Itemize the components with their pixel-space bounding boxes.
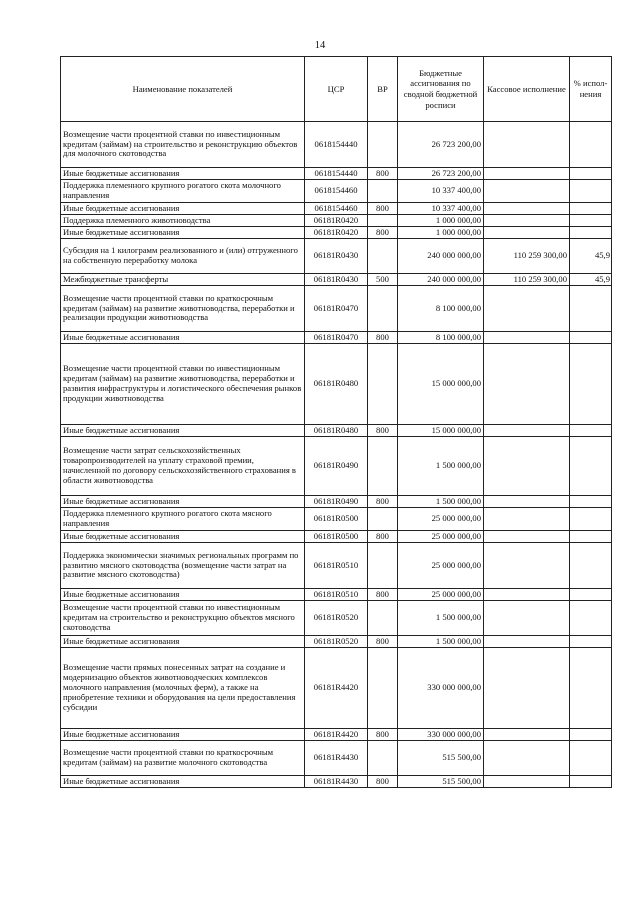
cell-vr: 800 bbox=[368, 425, 398, 437]
cell-execution bbox=[484, 286, 570, 332]
cell-percent: 45,9 bbox=[570, 274, 612, 286]
cell-csr: 0618154460 bbox=[305, 180, 368, 203]
cell-name: Возмещение части процентной ставки по инвестиционным кредитам (займам) на развитие животноводства, переработки и развития инфраструктуры и логистического обеспечения рынков продукции животноводства bbox=[61, 344, 305, 425]
cell-budget: 515 500,00 bbox=[398, 741, 484, 776]
cell-vr bbox=[368, 239, 398, 274]
cell-name: Иные бюджетные ассигнования bbox=[61, 729, 305, 741]
cell-percent bbox=[570, 425, 612, 437]
cell-csr: 06181R0490 bbox=[305, 496, 368, 508]
cell-percent bbox=[570, 741, 612, 776]
cell-execution bbox=[484, 227, 570, 239]
cell-name: Субсидия на 1 килограмм реализованного и (или) отгруженного на собственную переработку молока bbox=[61, 239, 305, 274]
cell-name: Межбюджетные трансферты bbox=[61, 274, 305, 286]
cell-execution: 110 259 300,00 bbox=[484, 239, 570, 274]
cell-csr: 06181R0500 bbox=[305, 531, 368, 543]
cell-csr: 0618154460 bbox=[305, 203, 368, 215]
cell-csr: 06181R0420 bbox=[305, 227, 368, 239]
table-row bbox=[61, 122, 612, 168]
cell-execution bbox=[484, 496, 570, 508]
cell-budget: 10 337 400,00 bbox=[398, 180, 484, 203]
table-body bbox=[61, 122, 612, 788]
cell-percent bbox=[570, 180, 612, 203]
cell-execution: 110 259 300,00 bbox=[484, 274, 570, 286]
cell-percent bbox=[570, 496, 612, 508]
cell-vr: 800 bbox=[368, 496, 398, 508]
cell-vr bbox=[368, 437, 398, 496]
cell-budget: 1 000 000,00 bbox=[398, 215, 484, 227]
cell-name: Поддержка племенного животноводства bbox=[61, 215, 305, 227]
cell-csr: 06181R0480 bbox=[305, 344, 368, 425]
cell-csr: 06181R4420 bbox=[305, 648, 368, 729]
cell-execution bbox=[484, 543, 570, 589]
cell-execution bbox=[484, 344, 570, 425]
header-percent: % испол-нения bbox=[570, 57, 612, 122]
cell-csr: 06181R0520 bbox=[305, 601, 368, 636]
header-csr: ЦСР bbox=[305, 57, 368, 122]
cell-budget: 15 000 000,00 bbox=[398, 344, 484, 425]
cell-vr bbox=[368, 648, 398, 729]
cell-name: Поддержка экономически значимых региональных программ по развитию мясного скотоводства (возмещение части затрат на развитие мясного скотоводства) bbox=[61, 543, 305, 589]
table-row bbox=[61, 437, 612, 496]
cell-vr bbox=[368, 508, 398, 531]
cell-percent bbox=[570, 168, 612, 180]
cell-name: Иные бюджетные ассигнования bbox=[61, 589, 305, 601]
cell-percent bbox=[570, 729, 612, 741]
cell-csr: 0618154440 bbox=[305, 168, 368, 180]
cell-budget: 25 000 000,00 bbox=[398, 589, 484, 601]
cell-execution bbox=[484, 741, 570, 776]
table-row bbox=[61, 227, 612, 239]
cell-vr: 800 bbox=[368, 776, 398, 788]
cell-csr: 06181R0470 bbox=[305, 332, 368, 344]
cell-execution bbox=[484, 776, 570, 788]
cell-budget: 25 000 000,00 bbox=[398, 543, 484, 589]
cell-csr: 06181R0470 bbox=[305, 286, 368, 332]
cell-name: Иные бюджетные ассигнования bbox=[61, 776, 305, 788]
cell-execution bbox=[484, 589, 570, 601]
cell-name: Иные бюджетные ассигнования bbox=[61, 636, 305, 648]
cell-execution bbox=[484, 636, 570, 648]
cell-name: Иные бюджетные ассигнования bbox=[61, 531, 305, 543]
cell-csr: 06181R0490 bbox=[305, 437, 368, 496]
cell-budget: 1 500 000,00 bbox=[398, 496, 484, 508]
cell-budget: 10 337 400,00 bbox=[398, 203, 484, 215]
cell-vr bbox=[368, 215, 398, 227]
cell-execution bbox=[484, 508, 570, 531]
cell-percent bbox=[570, 332, 612, 344]
cell-name: Возмещение части процентной ставки по краткосрочным кредитам (займам) на развитие животноводства, переработки и реализации продукции животноводства bbox=[61, 286, 305, 332]
cell-csr: 06181R0520 bbox=[305, 636, 368, 648]
table-row bbox=[61, 286, 612, 332]
table-row bbox=[61, 180, 612, 203]
cell-budget: 330 000 000,00 bbox=[398, 729, 484, 741]
cell-budget: 1 500 000,00 bbox=[398, 636, 484, 648]
cell-execution bbox=[484, 531, 570, 543]
table-row bbox=[61, 589, 612, 601]
cell-vr: 800 bbox=[368, 531, 398, 543]
cell-percent bbox=[570, 344, 612, 425]
cell-vr: 800 bbox=[368, 332, 398, 344]
cell-csr: 06181R0510 bbox=[305, 543, 368, 589]
table-row bbox=[61, 531, 612, 543]
cell-budget: 515 500,00 bbox=[398, 776, 484, 788]
cell-percent bbox=[570, 508, 612, 531]
table-row bbox=[61, 636, 612, 648]
cell-vr bbox=[368, 122, 398, 168]
cell-percent bbox=[570, 636, 612, 648]
table-row bbox=[61, 729, 612, 741]
cell-csr: 06181R0430 bbox=[305, 239, 368, 274]
cell-csr: 06181R0420 bbox=[305, 215, 368, 227]
cell-name: Поддержка племенного крупного рогатого скота мясного направления bbox=[61, 508, 305, 531]
cell-budget: 8 100 000,00 bbox=[398, 286, 484, 332]
cell-name: Возмещение части затрат сельскохозяйственных товаропроизводителей на уплату страховой премии, начисленной по договору сельскохозяйственного страхования в области животноводства bbox=[61, 437, 305, 496]
table-row bbox=[61, 168, 612, 180]
cell-csr: 06181R4430 bbox=[305, 741, 368, 776]
cell-budget: 1 500 000,00 bbox=[398, 437, 484, 496]
cell-vr: 800 bbox=[368, 203, 398, 215]
cell-vr: 800 bbox=[368, 168, 398, 180]
cell-csr: 0618154440 bbox=[305, 122, 368, 168]
cell-execution bbox=[484, 180, 570, 203]
cell-budget: 330 000 000,00 bbox=[398, 648, 484, 729]
table-row bbox=[61, 776, 612, 788]
cell-csr: 06181R0510 bbox=[305, 589, 368, 601]
cell-name: Возмещение части процентной ставки по краткосрочным кредитам (займам) на развитие молочного скотоводства bbox=[61, 741, 305, 776]
cell-csr: 06181R0500 bbox=[305, 508, 368, 531]
cell-execution bbox=[484, 168, 570, 180]
cell-execution bbox=[484, 215, 570, 227]
page-number: 14 bbox=[314, 40, 326, 51]
cell-vr bbox=[368, 543, 398, 589]
cell-percent bbox=[570, 648, 612, 729]
header-vr: ВР bbox=[368, 57, 398, 122]
cell-csr: 06181R0480 bbox=[305, 425, 368, 437]
cell-name: Иные бюджетные ассигнования bbox=[61, 168, 305, 180]
cell-vr bbox=[368, 344, 398, 425]
cell-name: Иные бюджетные ассигнования bbox=[61, 496, 305, 508]
cell-vr: 800 bbox=[368, 729, 398, 741]
table-row bbox=[61, 274, 612, 286]
cell-vr: 800 bbox=[368, 636, 398, 648]
table-row bbox=[61, 496, 612, 508]
cell-name: Иные бюджетные ассигнования bbox=[61, 203, 305, 215]
table-row bbox=[61, 508, 612, 531]
cell-csr: 06181R4430 bbox=[305, 776, 368, 788]
cell-percent bbox=[570, 122, 612, 168]
cell-budget: 1 500 000,00 bbox=[398, 601, 484, 636]
cell-vr: 800 bbox=[368, 589, 398, 601]
cell-execution bbox=[484, 203, 570, 215]
cell-budget: 25 000 000,00 bbox=[398, 508, 484, 531]
header-execution: Кассовое исполнение bbox=[484, 57, 570, 122]
cell-execution bbox=[484, 122, 570, 168]
cell-budget: 26 723 200,00 bbox=[398, 168, 484, 180]
cell-budget: 25 000 000,00 bbox=[398, 531, 484, 543]
cell-percent bbox=[570, 531, 612, 543]
cell-vr bbox=[368, 601, 398, 636]
table-row bbox=[61, 332, 612, 344]
cell-execution bbox=[484, 648, 570, 729]
cell-budget: 240 000 000,00 bbox=[398, 239, 484, 274]
table-row bbox=[61, 741, 612, 776]
cell-percent bbox=[570, 203, 612, 215]
cell-execution bbox=[484, 729, 570, 741]
cell-budget: 1 000 000,00 bbox=[398, 227, 484, 239]
table-row bbox=[61, 601, 612, 636]
table-row bbox=[61, 543, 612, 589]
cell-execution bbox=[484, 437, 570, 496]
cell-csr: 06181R4420 bbox=[305, 729, 368, 741]
cell-name: Возмещение части прямых понесенных затрат на создание и модернизацию объектов животноводческих комплексов молочного направления (молочных ферм), а также на приобретение техники и оборудования на цели предоставления субсидии bbox=[61, 648, 305, 729]
budget-execution-table bbox=[60, 56, 612, 788]
table-row bbox=[61, 425, 612, 437]
cell-name: Поддержка племенного крупного рогатого скота молочного направления bbox=[61, 180, 305, 203]
cell-name: Иные бюджетные ассигнования bbox=[61, 425, 305, 437]
cell-vr: 800 bbox=[368, 227, 398, 239]
cell-percent bbox=[570, 286, 612, 332]
table-row bbox=[61, 239, 612, 274]
cell-execution bbox=[484, 425, 570, 437]
cell-vr bbox=[368, 741, 398, 776]
cell-percent bbox=[570, 227, 612, 239]
cell-budget: 240 000 000,00 bbox=[398, 274, 484, 286]
table-row bbox=[61, 344, 612, 425]
header-budget: Бюджетные ассигнования по сводной бюджетной росписи bbox=[398, 57, 484, 122]
cell-budget: 8 100 000,00 bbox=[398, 332, 484, 344]
cell-percent bbox=[570, 437, 612, 496]
cell-budget: 26 723 200,00 bbox=[398, 122, 484, 168]
cell-vr bbox=[368, 180, 398, 203]
cell-execution bbox=[484, 332, 570, 344]
cell-name: Иные бюджетные ассигнования bbox=[61, 227, 305, 239]
cell-percent bbox=[570, 601, 612, 636]
table-row bbox=[61, 648, 612, 729]
cell-percent: 45,9 bbox=[570, 239, 612, 274]
cell-csr: 06181R0430 bbox=[305, 274, 368, 286]
cell-execution bbox=[484, 601, 570, 636]
cell-percent bbox=[570, 543, 612, 589]
cell-percent bbox=[570, 776, 612, 788]
table-header-row bbox=[61, 57, 612, 122]
table-row bbox=[61, 203, 612, 215]
cell-name: Возмещение части процентной ставки по инвестиционным кредитам (займам) на строительство и реконструкцию объектов для молочного скотоводства bbox=[61, 122, 305, 168]
header-name: Наименование показателей bbox=[61, 57, 305, 122]
cell-budget: 15 000 000,00 bbox=[398, 425, 484, 437]
cell-name: Возмещение части процентной ставки по инвестиционным кредитам на строительство и реконструкцию объектов мясного скотоводства bbox=[61, 601, 305, 636]
cell-name: Иные бюджетные ассигнования bbox=[61, 332, 305, 344]
table-row bbox=[61, 215, 612, 227]
cell-vr: 500 bbox=[368, 274, 398, 286]
cell-vr bbox=[368, 286, 398, 332]
cell-percent bbox=[570, 215, 612, 227]
cell-percent bbox=[570, 589, 612, 601]
